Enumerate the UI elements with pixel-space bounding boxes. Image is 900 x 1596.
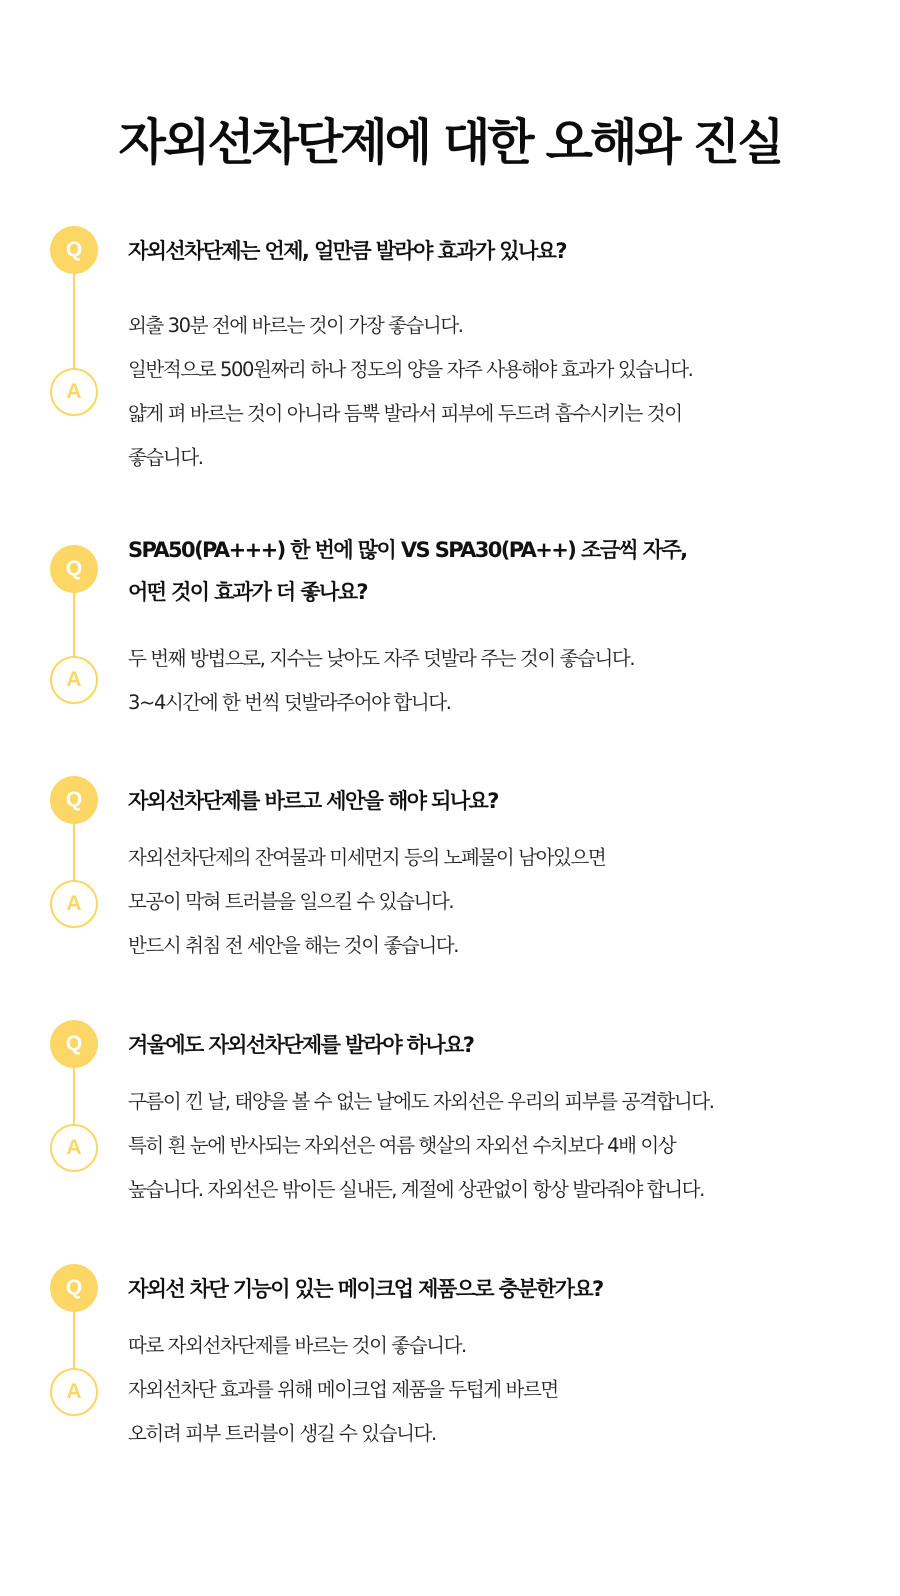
question-text xyxy=(128,1025,473,1065)
answer-line: 3~4시간에 한 번씩 덧발라주어야 합니다. xyxy=(128,691,451,714)
answer-line: 자외선차단제의 잔여물과 미세먼지 등의 노폐물이 남아있으면 xyxy=(128,846,606,869)
question-line: 어떤 것이 효과가 더 좋나요? xyxy=(128,580,367,604)
question-text xyxy=(128,231,566,271)
question-line: 겨울에도 자외선차단제를 발라야 하나요? xyxy=(128,1033,474,1057)
question-badge: Q xyxy=(50,776,98,824)
question-badge: Q xyxy=(50,1020,98,1068)
answer-text xyxy=(128,304,692,480)
answer-line: 좋습니다. xyxy=(128,446,203,469)
answer-badge: A xyxy=(50,1368,98,1416)
answer-line: 자외선차단 효과를 위해 메이크업 제품을 두텁게 바르면 xyxy=(128,1378,558,1401)
answer-badge: A xyxy=(50,1124,98,1172)
question-line: 자외선 차단 기능이 있는 메이크업 제품으로 충분한가요? xyxy=(128,1277,603,1301)
answer-line: 특히 흰 눈에 반사되는 자외선은 여름 햇살의 자외선 수치보다 4배 이상 xyxy=(128,1134,676,1157)
answer-line: 두 번째 방법으로, 지수는 낮아도 자주 덧발라 주는 것이 좋습니다. xyxy=(128,647,635,670)
question-line: SPA50(PA+++) 한 번에 많이 VS SPA30(PA++) 조금씩 자주, xyxy=(128,538,687,562)
answer-line: 외출 30분 전에 바르는 것이 가장 좋습니다. xyxy=(128,314,463,337)
question-badge: Q xyxy=(50,545,98,593)
answer-line: 모공이 막혀 트러블을 일으킬 수 있습니다. xyxy=(128,890,454,913)
answer-badge: A xyxy=(50,656,98,704)
answer-text xyxy=(128,836,605,968)
answer-badge: A xyxy=(50,880,98,928)
answer-text xyxy=(128,1324,558,1456)
answer-line: 높습니다. 자외선은 밖이든 실내든, 계절에 상관없이 항상 발라줘야 합니다. xyxy=(128,1178,704,1201)
page-title: 자외선차단제에 대한 오해와 진실 xyxy=(118,114,782,171)
question-line: 자외선차단제를 바르고 세안을 해야 되나요? xyxy=(128,789,498,813)
question-text xyxy=(128,1269,603,1309)
answer-line: 구름이 낀 날, 태양을 볼 수 없는 날에도 자외선은 우리의 피부를 공격합니다. xyxy=(128,1090,714,1113)
question-badge: Q xyxy=(50,226,98,274)
question-text xyxy=(128,529,687,613)
answer-line: 얇게 펴 바르는 것이 아니라 듬뿍 발라서 피부에 두드려 흡수시키는 것이 xyxy=(128,402,682,425)
answer-line: 오히려 피부 트러블이 생길 수 있습니다. xyxy=(128,1422,436,1445)
answer-line: 따로 자외선차단제를 바르는 것이 좋습니다. xyxy=(128,1334,466,1357)
answer-text xyxy=(128,1080,714,1212)
question-text xyxy=(128,781,498,821)
question-badge: Q xyxy=(50,1264,98,1312)
answer-line: 반드시 취침 전 세안을 해는 것이 좋습니다. xyxy=(128,934,459,957)
answer-line: 일반적으로 500원짜리 하나 정도의 양을 자주 사용해야 효과가 있습니다. xyxy=(128,358,693,381)
answer-text xyxy=(128,637,634,725)
question-line: 자외선차단제는 언제, 얼만큼 발라야 효과가 있나요? xyxy=(128,239,566,263)
answer-badge: A xyxy=(50,368,98,416)
